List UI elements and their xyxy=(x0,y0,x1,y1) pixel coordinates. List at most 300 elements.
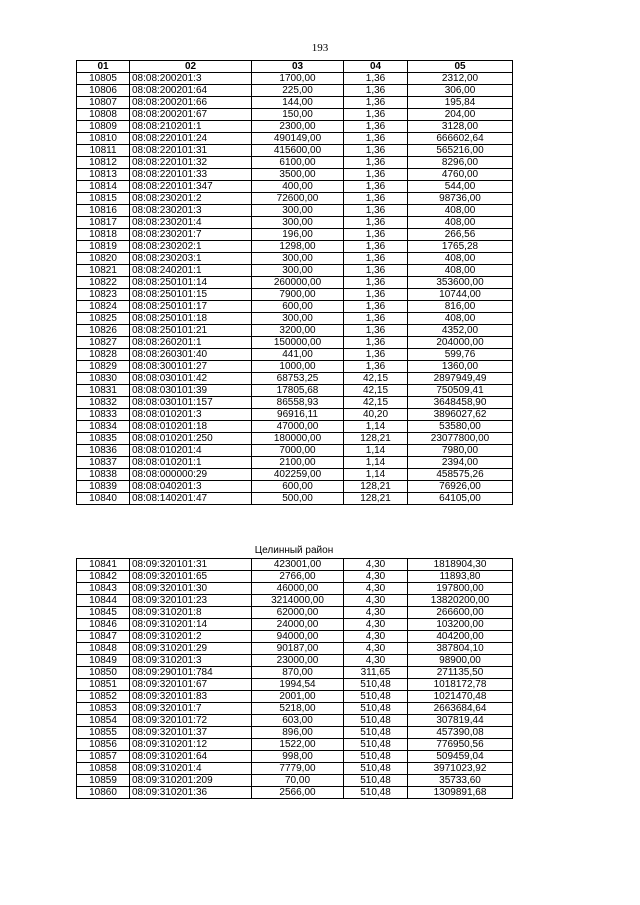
table-row xyxy=(77,241,513,253)
table-cell-col4: 1,36 xyxy=(344,181,408,193)
table-cell-col4: 510,48 xyxy=(344,787,408,799)
table-cell-col1: 10845 xyxy=(77,607,130,619)
table-cell-col5: 408,00 xyxy=(408,253,513,265)
table-cell-col5: 458575,26 xyxy=(408,469,513,481)
table-cell-col1: 10832 xyxy=(77,397,130,409)
table-cell-col3: 3214000,00 xyxy=(252,595,344,607)
table-cell-col2: 08:08:010201:18 xyxy=(130,421,252,433)
table-row xyxy=(77,751,513,763)
table-cell-col5: 1818904,30 xyxy=(408,559,513,571)
table-cell-col1: 10813 xyxy=(77,169,130,181)
table-cell-col2: 08:08:230201:2 xyxy=(130,193,252,205)
table-row xyxy=(77,265,513,277)
table-cell-col5: 7980,00 xyxy=(408,445,513,457)
table-cell-col4: 42,15 xyxy=(344,385,408,397)
table-cell-col1: 10855 xyxy=(77,727,130,739)
table-row xyxy=(77,433,513,445)
table-cell-col5: 23077800,00 xyxy=(408,433,513,445)
table-cell-col4: 1,36 xyxy=(344,133,408,145)
table-cell-col4: 510,48 xyxy=(344,715,408,727)
table-cell-col4: 1,36 xyxy=(344,265,408,277)
table-cell-col2: 08:08:200201:64 xyxy=(130,85,252,97)
table-row xyxy=(77,703,513,715)
table-cell-col3: 2300,00 xyxy=(252,121,344,133)
table-cell-col4: 510,48 xyxy=(344,775,408,787)
table-cell-col1: 10814 xyxy=(77,181,130,193)
table-row xyxy=(77,445,513,457)
table-cell-col2: 08:09:310201:29 xyxy=(130,643,252,655)
table-cell-col1: 10858 xyxy=(77,763,130,775)
table-cell-col4: 510,48 xyxy=(344,691,408,703)
table-cell-col5: 4352,00 xyxy=(408,325,513,337)
table-row xyxy=(77,253,513,265)
table-row xyxy=(77,385,513,397)
table-cell-col1: 10835 xyxy=(77,433,130,445)
table-cell-col1: 10828 xyxy=(77,349,130,361)
table-cell-col1: 10846 xyxy=(77,619,130,631)
table-cell-col3: 300,00 xyxy=(252,253,344,265)
table-cell-col3: 500,00 xyxy=(252,493,344,505)
table-row xyxy=(77,763,513,775)
table-row xyxy=(77,727,513,739)
table-cell-col2: 08:08:200201:67 xyxy=(130,109,252,121)
table-cell-col4: 510,48 xyxy=(344,727,408,739)
table-cell-col5: 204,00 xyxy=(408,109,513,121)
table-cell-col5: 2312,00 xyxy=(408,73,513,85)
table-cell-col1: 10821 xyxy=(77,265,130,277)
table-cell-col5: 2663684,64 xyxy=(408,703,513,715)
table-cell-col4: 1,36 xyxy=(344,241,408,253)
table-cell-col5: 3971023,92 xyxy=(408,763,513,775)
table-body xyxy=(77,73,513,505)
table-cell-col2: 08:08:210201:1 xyxy=(130,121,252,133)
table-cell-col1: 10859 xyxy=(77,775,130,787)
table-cell-col2: 08:08:000000:29 xyxy=(130,469,252,481)
table-cell-col1: 10834 xyxy=(77,421,130,433)
table-cell-col5: 76926,00 xyxy=(408,481,513,493)
table-cell-col1: 10853 xyxy=(77,703,130,715)
table-cell-col5: 816,00 xyxy=(408,301,513,313)
table-cell-col1: 10809 xyxy=(77,121,130,133)
table-cell-col2: 08:09:310201:2 xyxy=(130,631,252,643)
table-cell-col1: 10823 xyxy=(77,289,130,301)
table-cell-col1: 10830 xyxy=(77,373,130,385)
column-header-04: 04 xyxy=(344,61,408,73)
table-cell-col4: 510,48 xyxy=(344,739,408,751)
table-cell-col1: 10854 xyxy=(77,715,130,727)
table-row xyxy=(77,643,513,655)
table-row xyxy=(77,97,513,109)
table-cell-col2: 08:09:310201:36 xyxy=(130,787,252,799)
table-cell-col1: 10824 xyxy=(77,301,130,313)
table-cell-col3: 1994,54 xyxy=(252,679,344,691)
table-row xyxy=(77,229,513,241)
table-cell-col5: 1309891,68 xyxy=(408,787,513,799)
table-cell-col1: 10806 xyxy=(77,85,130,97)
table-cell-col1: 10849 xyxy=(77,655,130,667)
table-row xyxy=(77,775,513,787)
table-cell-col1: 10805 xyxy=(77,73,130,85)
table-cell-col5: 1360,00 xyxy=(408,361,513,373)
table-cell-col5: 2897949,49 xyxy=(408,373,513,385)
table-cell-col3: 896,00 xyxy=(252,727,344,739)
table-cell-col5: 8296,00 xyxy=(408,157,513,169)
table-cell-col3: 260000,00 xyxy=(252,277,344,289)
table-row xyxy=(77,205,513,217)
table-cell-col4: 4,30 xyxy=(344,571,408,583)
table-cell-col3: 423001,00 xyxy=(252,559,344,571)
table-cell-col5: 266600,00 xyxy=(408,607,513,619)
table-cell-col2: 08:09:290101:784 xyxy=(130,667,252,679)
table-cell-col4: 1,36 xyxy=(344,361,408,373)
table-cell-col4: 510,48 xyxy=(344,679,408,691)
table-cell-col1: 10826 xyxy=(77,325,130,337)
table-cell-col4: 1,36 xyxy=(344,325,408,337)
table-cell-col4: 1,36 xyxy=(344,205,408,217)
table-cell-col1: 10836 xyxy=(77,445,130,457)
table-cell-col2: 08:09:320101:65 xyxy=(130,571,252,583)
table-cell-col5: 204000,00 xyxy=(408,337,513,349)
table-cell-col4: 1,36 xyxy=(344,109,408,121)
table-row xyxy=(77,373,513,385)
table-cell-col2: 08:08:220101:33 xyxy=(130,169,252,181)
table-row xyxy=(77,157,513,169)
table-cell-col2: 08:09:320101:30 xyxy=(130,583,252,595)
table-cell-col3: 3500,00 xyxy=(252,169,344,181)
table-cell-col4: 1,36 xyxy=(344,337,408,349)
table-cell-col2: 08:09:310201:4 xyxy=(130,763,252,775)
table-cell-col4: 128,21 xyxy=(344,433,408,445)
table-cell-col5: 35733,60 xyxy=(408,775,513,787)
table-cell-col2: 08:08:010201:4 xyxy=(130,445,252,457)
table-cell-col5: 666602,64 xyxy=(408,133,513,145)
table-cell-col3: 7900,00 xyxy=(252,289,344,301)
table-cell-col4: 4,30 xyxy=(344,583,408,595)
table-cell-col4: 1,36 xyxy=(344,157,408,169)
table-cell-col3: 2566,00 xyxy=(252,787,344,799)
table-cell-col4: 4,30 xyxy=(344,559,408,571)
table-cell-col3: 144,00 xyxy=(252,97,344,109)
table-row xyxy=(77,679,513,691)
table-cell-col4: 1,36 xyxy=(344,253,408,265)
table-row xyxy=(77,325,513,337)
table-cell-col4: 4,30 xyxy=(344,619,408,631)
table-cell-col2: 08:08:300101:27 xyxy=(130,361,252,373)
table-cell-col2: 08:09:310201:3 xyxy=(130,655,252,667)
table-cell-col5: 266,56 xyxy=(408,229,513,241)
table-cell-col4: 510,48 xyxy=(344,703,408,715)
table-cell-col2: 08:08:230203:1 xyxy=(130,253,252,265)
table-cell-col2: 08:09:310201:8 xyxy=(130,607,252,619)
table-cell-col1: 10815 xyxy=(77,193,130,205)
table-cell-col5: 195,84 xyxy=(408,97,513,109)
table-cell-col3: 998,00 xyxy=(252,751,344,763)
table-cell-col4: 128,21 xyxy=(344,481,408,493)
table-cell-col3: 600,00 xyxy=(252,481,344,493)
table-cell-col4: 1,14 xyxy=(344,445,408,457)
table-cell-col5: 408,00 xyxy=(408,265,513,277)
table-cell-col4: 311,65 xyxy=(344,667,408,679)
table-cell-col2: 08:08:260301:40 xyxy=(130,349,252,361)
table-cell-col3: 603,00 xyxy=(252,715,344,727)
table-cell-col1: 10851 xyxy=(77,679,130,691)
table-cell-col1: 10842 xyxy=(77,571,130,583)
table-row xyxy=(77,667,513,679)
table-cell-col3: 6100,00 xyxy=(252,157,344,169)
table-cell-col3: 62000,00 xyxy=(252,607,344,619)
table-cell-col4: 4,30 xyxy=(344,655,408,667)
table-header xyxy=(77,61,513,73)
table-cell-col5: 3648458,90 xyxy=(408,397,513,409)
table-row xyxy=(77,493,513,505)
column-header-03: 03 xyxy=(252,61,344,73)
table-cell-col5: 98900,00 xyxy=(408,655,513,667)
table-cell-col1: 10852 xyxy=(77,691,130,703)
table-cell-col2: 08:09:310201:209 xyxy=(130,775,252,787)
table-row xyxy=(77,181,513,193)
table-cell-col2: 08:09:310201:14 xyxy=(130,619,252,631)
table-cell-col1: 10844 xyxy=(77,595,130,607)
table-row xyxy=(77,787,513,799)
table-cell-col2: 08:08:140201:47 xyxy=(130,493,252,505)
table-row xyxy=(77,421,513,433)
table-cell-col3: 47000,00 xyxy=(252,421,344,433)
table-cell-col4: 4,30 xyxy=(344,595,408,607)
table-cell-col5: 3896027,62 xyxy=(408,409,513,421)
table-cell-col4: 1,36 xyxy=(344,217,408,229)
table-cell-col2: 08:08:220101:31 xyxy=(130,145,252,157)
table-cell-col1: 10856 xyxy=(77,739,130,751)
table-cell-col5: 197800,00 xyxy=(408,583,513,595)
table-cell-col4: 1,14 xyxy=(344,457,408,469)
table-cell-col2: 08:09:320101:7 xyxy=(130,703,252,715)
table-cell-col1: 10841 xyxy=(77,559,130,571)
table-cell-col1: 10822 xyxy=(77,277,130,289)
table-row xyxy=(77,313,513,325)
table-cell-col5: 776950,56 xyxy=(408,739,513,751)
table-row xyxy=(77,469,513,481)
table-row xyxy=(77,277,513,289)
table-cell-col3: 70,00 xyxy=(252,775,344,787)
table-cell-col4: 40,20 xyxy=(344,409,408,421)
table-row xyxy=(77,337,513,349)
table-cell-col5: 408,00 xyxy=(408,313,513,325)
table-cell-col1: 10850 xyxy=(77,667,130,679)
table-cell-col2: 08:08:220101:32 xyxy=(130,157,252,169)
table-cell-col3: 24000,00 xyxy=(252,619,344,631)
table-row xyxy=(77,559,513,571)
table-cell-col1: 10829 xyxy=(77,361,130,373)
table-cell-col3: 1700,00 xyxy=(252,73,344,85)
table-cell-col5: 750509,41 xyxy=(408,385,513,397)
table-cell-col2: 08:09:310201:64 xyxy=(130,751,252,763)
table-cell-col5: 103200,00 xyxy=(408,619,513,631)
table-cell-col4: 1,36 xyxy=(344,301,408,313)
table-cell-col3: 90187,00 xyxy=(252,643,344,655)
column-header-05: 05 xyxy=(408,61,513,73)
table-cell-col3: 1000,00 xyxy=(252,361,344,373)
table-cell-col1: 10847 xyxy=(77,631,130,643)
table-cell-col4: 42,15 xyxy=(344,397,408,409)
table-cell-col2: 08:08:010201:1 xyxy=(130,457,252,469)
table-cell-col1: 10818 xyxy=(77,229,130,241)
table-row xyxy=(77,397,513,409)
table-cell-col2: 08:08:030101:39 xyxy=(130,385,252,397)
table-row xyxy=(77,121,513,133)
table-cell-col3: 1298,00 xyxy=(252,241,344,253)
table-cell-col4: 1,36 xyxy=(344,73,408,85)
table-cell-col4: 1,36 xyxy=(344,121,408,133)
table-row xyxy=(77,109,513,121)
table-cell-col5: 457390,08 xyxy=(408,727,513,739)
table-cell-col5: 1765,28 xyxy=(408,241,513,253)
table-cell-col2: 08:08:250101:15 xyxy=(130,289,252,301)
table-body-section xyxy=(77,559,513,799)
table-cell-col1: 10838 xyxy=(77,469,130,481)
table-cell-col2: 08:09:320101:72 xyxy=(130,715,252,727)
table-cell-col5: 353600,00 xyxy=(408,277,513,289)
table-cell-col4: 510,48 xyxy=(344,763,408,775)
table-cell-col5: 307819,44 xyxy=(408,715,513,727)
table-cell-col3: 180000,00 xyxy=(252,433,344,445)
table-cell-col1: 10848 xyxy=(77,643,130,655)
table-cell-col3: 7000,00 xyxy=(252,445,344,457)
table-cell-col3: 300,00 xyxy=(252,217,344,229)
table-cell-col1: 10810 xyxy=(77,133,130,145)
table-cell-col1: 10833 xyxy=(77,409,130,421)
table-cell-col5: 10744,00 xyxy=(408,289,513,301)
table-cell-col4: 128,21 xyxy=(344,493,408,505)
table-cell-col2: 08:08:200201:3 xyxy=(130,73,252,85)
table-cell-col3: 196,00 xyxy=(252,229,344,241)
table-row xyxy=(77,655,513,667)
table-cell-col2: 08:09:320101:23 xyxy=(130,595,252,607)
table-row xyxy=(77,169,513,181)
table-row xyxy=(77,607,513,619)
table-cell-col2: 08:08:230202:1 xyxy=(130,241,252,253)
table-cell-col5: 4760,00 xyxy=(408,169,513,181)
table-cell-col1: 10811 xyxy=(77,145,130,157)
table-row xyxy=(77,595,513,607)
table-cell-col3: 7779,00 xyxy=(252,763,344,775)
table-cell-col5: 408,00 xyxy=(408,217,513,229)
table-cell-col5: 53580,00 xyxy=(408,421,513,433)
table-cell-col3: 23000,00 xyxy=(252,655,344,667)
table-cell-col2: 08:08:010201:3 xyxy=(130,409,252,421)
table-row xyxy=(77,145,513,157)
table-row xyxy=(77,739,513,751)
table-row xyxy=(77,301,513,313)
table-cell-col3: 150000,00 xyxy=(252,337,344,349)
table-cell-col3: 2766,00 xyxy=(252,571,344,583)
table-cell-col3: 5218,00 xyxy=(252,703,344,715)
table-cell-col1: 10820 xyxy=(77,253,130,265)
table-cell-col4: 1,36 xyxy=(344,97,408,109)
column-header-02: 02 xyxy=(130,61,252,73)
table-cell-col2: 08:08:230201:4 xyxy=(130,217,252,229)
table-cell-col1: 10860 xyxy=(77,787,130,799)
table-cell-col5: 271135,50 xyxy=(408,667,513,679)
table-cell-col5: 544,00 xyxy=(408,181,513,193)
table-cell-col1: 10827 xyxy=(77,337,130,349)
table-row xyxy=(77,133,513,145)
table-row xyxy=(77,691,513,703)
table-cell-col1: 10857 xyxy=(77,751,130,763)
table-row xyxy=(77,571,513,583)
table-cell-col2: 08:08:030101:157 xyxy=(130,397,252,409)
table-cell-col4: 4,30 xyxy=(344,643,408,655)
table-cell-col2: 08:08:040201:3 xyxy=(130,481,252,493)
table-cell-col4: 1,14 xyxy=(344,469,408,481)
table-cell-col1: 10840 xyxy=(77,493,130,505)
table-row xyxy=(77,409,513,421)
table-cell-col3: 300,00 xyxy=(252,313,344,325)
table-cell-col2: 08:08:240201:1 xyxy=(130,265,252,277)
table-cell-col3: 17805,68 xyxy=(252,385,344,397)
table-cell-col1: 10825 xyxy=(77,313,130,325)
table-cell-col3: 300,00 xyxy=(252,205,344,217)
table-cell-col3: 2100,00 xyxy=(252,457,344,469)
table-cell-col1: 10839 xyxy=(77,481,130,493)
table-cell-col4: 42,15 xyxy=(344,373,408,385)
table-cell-col4: 1,36 xyxy=(344,289,408,301)
table-row xyxy=(77,349,513,361)
table-cell-col2: 08:08:230201:7 xyxy=(130,229,252,241)
table-cell-col4: 4,30 xyxy=(344,607,408,619)
table-cell-col5: 306,00 xyxy=(408,85,513,97)
table-cell-col2: 08:08:010201:250 xyxy=(130,433,252,445)
table-row xyxy=(77,619,513,631)
table-cell-col3: 415600,00 xyxy=(252,145,344,157)
table-cell-col5: 64105,00 xyxy=(408,493,513,505)
table-cell-col4: 1,36 xyxy=(344,85,408,97)
table-cell-col2: 08:08:030101:42 xyxy=(130,373,252,385)
table-cell-col3: 72600,00 xyxy=(252,193,344,205)
table-cell-col3: 1522,00 xyxy=(252,739,344,751)
table-cell-col4: 1,36 xyxy=(344,145,408,157)
header-row xyxy=(77,61,513,73)
table-cell-col2: 08:09:310201:12 xyxy=(130,739,252,751)
table-cell-col2: 08:09:320101:37 xyxy=(130,727,252,739)
table-cell-col1: 10819 xyxy=(77,241,130,253)
table-cell-col3: 870,00 xyxy=(252,667,344,679)
table-cell-col5: 3128,00 xyxy=(408,121,513,133)
table-row xyxy=(77,217,513,229)
table-row xyxy=(77,631,513,643)
table-row xyxy=(77,457,513,469)
column-header-01: 01 xyxy=(77,61,130,73)
table-cell-col3: 68753,25 xyxy=(252,373,344,385)
table-cell-col5: 404200,00 xyxy=(408,631,513,643)
table-cell-col3: 400,00 xyxy=(252,181,344,193)
table-cell-col2: 08:08:220101:347 xyxy=(130,181,252,193)
table-cell-col2: 08:08:260201:1 xyxy=(130,337,252,349)
table-cell-col2: 08:08:200201:66 xyxy=(130,97,252,109)
table-cell-col1: 10831 xyxy=(77,385,130,397)
table-cell-col3: 300,00 xyxy=(252,265,344,277)
table-row xyxy=(77,361,513,373)
table-row xyxy=(77,715,513,727)
table-cell-col3: 441,00 xyxy=(252,349,344,361)
table-cell-col2: 08:08:230201:3 xyxy=(130,205,252,217)
table-cell-col3: 94000,00 xyxy=(252,631,344,643)
table-cell-col5: 11893,80 xyxy=(408,571,513,583)
table-cell-col3: 3200,00 xyxy=(252,325,344,337)
table-cell-col4: 1,36 xyxy=(344,193,408,205)
table-cell-col5: 599,76 xyxy=(408,349,513,361)
table-cell-col3: 600,00 xyxy=(252,301,344,313)
table-row xyxy=(77,583,513,595)
